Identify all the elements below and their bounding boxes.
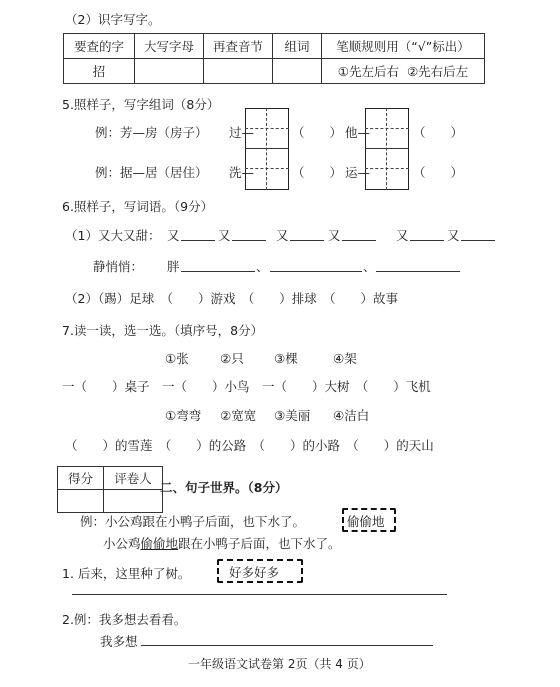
grid-guide bbox=[386, 108, 387, 190]
char-table bbox=[63, 33, 485, 84]
blank-line[interactable] bbox=[461, 240, 495, 241]
q5-char-1: 过— bbox=[229, 125, 255, 140]
blank-line[interactable] bbox=[181, 240, 215, 241]
q5-answer-3[interactable]: （ ） bbox=[292, 165, 343, 180]
q6-you: 又 bbox=[218, 228, 231, 243]
table-header: 笔顺规则用（“√”标出） bbox=[322, 34, 485, 59]
blank-line[interactable] bbox=[342, 240, 376, 241]
table-header: 要查的字 bbox=[64, 34, 135, 59]
q6-you: 又 bbox=[328, 228, 341, 243]
q6-you: 又 bbox=[276, 228, 289, 243]
table-header: 再查音节 bbox=[204, 34, 273, 59]
page-footer: 一年级语文试卷第 2页（共 4 页） bbox=[188, 657, 371, 671]
q6-title: 6.照样子，写词语。（9分） bbox=[62, 199, 214, 214]
q7-row1: 一（ ）桌子 一（ ）小鸟 一（ ）大树 （ ）飞机 bbox=[62, 379, 431, 394]
answer-line[interactable] bbox=[72, 594, 447, 595]
grid-guide bbox=[365, 168, 409, 169]
table-cell[interactable] bbox=[273, 59, 322, 84]
q7-option: ②只 bbox=[220, 351, 244, 366]
q7-option: ③棵 bbox=[274, 351, 298, 366]
section-heading: （2）识字写字。 bbox=[65, 12, 161, 27]
score-cell[interactable] bbox=[58, 490, 104, 513]
blank-line[interactable] bbox=[376, 271, 460, 272]
example-word: 偷偷地 bbox=[347, 514, 385, 529]
table-cell[interactable] bbox=[204, 59, 273, 84]
table-header: 大写字母 bbox=[135, 34, 204, 59]
q5-char-2: 他— bbox=[345, 125, 371, 140]
q5-char-4: 运— bbox=[345, 165, 371, 180]
writing-grid-2[interactable] bbox=[365, 108, 409, 190]
q7-option: ④洁白 bbox=[333, 408, 370, 423]
table-cell: 招 bbox=[64, 59, 135, 84]
q1-sentence: 1. 后来，这里种了树。 bbox=[62, 566, 191, 581]
q7-option: ①张 bbox=[165, 351, 189, 366]
blank-line[interactable] bbox=[181, 271, 255, 272]
q7-option: ④架 bbox=[333, 351, 357, 366]
q5-answer-4[interactable]: （ ） bbox=[413, 165, 464, 180]
q7-row2: （ ）的雪莲 （ ）的公路 （ ）的小路 （ ）的天山 bbox=[65, 438, 434, 453]
table-cell-options bbox=[322, 59, 485, 84]
q6-you: 又 bbox=[167, 228, 180, 243]
blank-line[interactable] bbox=[410, 240, 444, 241]
example-sentence-1: 例：小公鸡跟在小鸭子后面，也下水了。 bbox=[80, 514, 306, 529]
table-cell[interactable] bbox=[135, 59, 204, 84]
option-2[interactable]: ②先右后左 bbox=[406, 64, 469, 79]
blank-line[interactable] bbox=[270, 271, 362, 272]
q1-word: 好多好多 bbox=[229, 565, 280, 580]
grid-guide bbox=[245, 128, 289, 129]
q6-dun: 、 bbox=[256, 259, 269, 274]
writing-grid-1[interactable] bbox=[245, 108, 289, 190]
blank-line[interactable] bbox=[290, 240, 324, 241]
q7-title: 7.读一读，选一选。（填序号，8分） bbox=[62, 323, 264, 338]
q6-line2-word: 胖 bbox=[167, 259, 180, 274]
grid-guide bbox=[365, 128, 409, 129]
example-sentence-2 bbox=[103, 534, 341, 552]
grid-divider bbox=[365, 148, 409, 149]
q2-sentence: 2.例：我多想去看看。 bbox=[62, 612, 187, 627]
q6-line3: （2）（踢）足球 （ ）游戏 （ ）排球 （ ）故事 bbox=[65, 291, 398, 306]
q6-you: 又 bbox=[396, 228, 409, 243]
blank-line[interactable] bbox=[232, 240, 266, 241]
q7-option: ①弯弯 bbox=[165, 408, 202, 423]
q2-prefix: 我多想 bbox=[100, 634, 138, 649]
grid-divider bbox=[245, 148, 289, 149]
q5-example-1: 例：芳—房（房子） bbox=[95, 125, 208, 140]
table-header: 组词 bbox=[273, 34, 322, 59]
q6-dun: 、 bbox=[363, 259, 376, 274]
q7-option: ②宽宽 bbox=[220, 408, 257, 423]
q5-char-3: 洗— bbox=[229, 165, 255, 180]
q6-you: 又 bbox=[447, 228, 460, 243]
option-1[interactable]: ①先左后右 bbox=[337, 64, 400, 79]
q5-title: 5.照样子，写字组词（8分） bbox=[62, 97, 220, 112]
q5-answer-1[interactable]: （ ） bbox=[292, 125, 343, 140]
q7-option: ③美丽 bbox=[274, 408, 311, 423]
grader-label: 评卷人 bbox=[104, 467, 163, 490]
example-sentence-2-pre: 小公鸡 bbox=[103, 536, 141, 551]
score-label: 得分 bbox=[58, 467, 104, 490]
score-box bbox=[57, 466, 163, 513]
q6-line1-prefix: （1）又大又甜： bbox=[65, 228, 161, 243]
grid-guide bbox=[245, 168, 289, 169]
grader-cell[interactable] bbox=[104, 490, 163, 513]
q5-answer-2[interactable]: （ ） bbox=[413, 125, 464, 140]
q6-line2-prefix: 静悄悄： bbox=[93, 259, 144, 274]
q5-example-2: 例：据—居（居住） bbox=[95, 165, 208, 180]
example-sentence-2-underlined: 偷偷地 bbox=[140, 536, 179, 551]
grid-guide bbox=[266, 108, 267, 190]
part2-title: 二、句子世界。（8分） bbox=[160, 480, 288, 495]
example-sentence-2-post: 跟在小鸭子后面，也下水了。 bbox=[178, 536, 341, 551]
answer-line[interactable] bbox=[141, 645, 433, 646]
